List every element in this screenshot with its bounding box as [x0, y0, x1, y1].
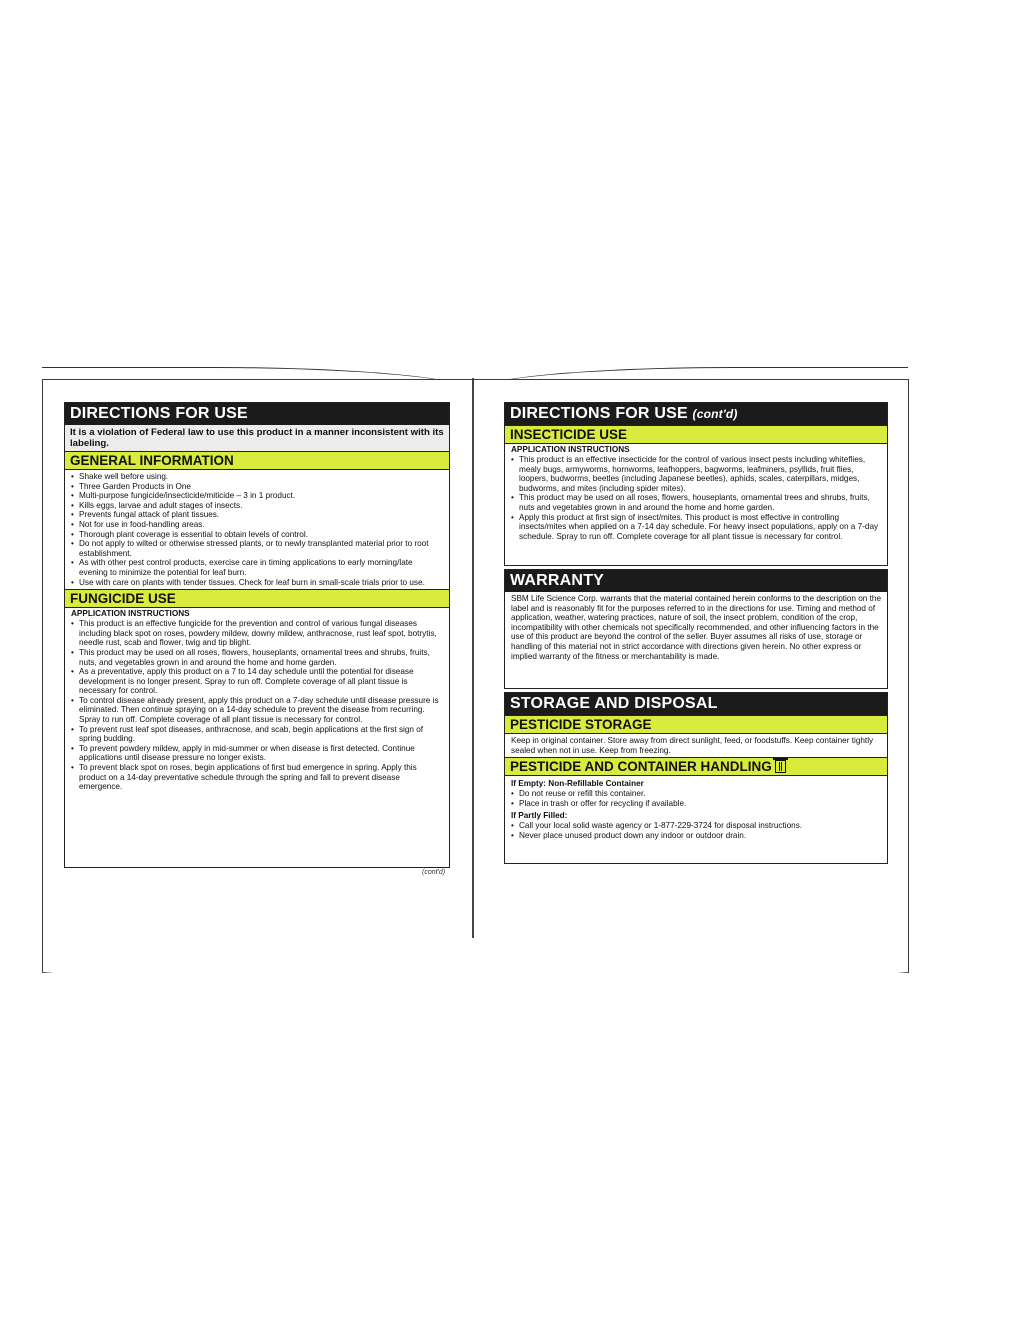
list-item: • To prevent powdery mildew, apply in mid-summer or when disease is first detected. Continue applications until disease pressure no longer exists.: [79, 744, 443, 763]
list-item: • To prevent rust leaf spot diseases, anthracnose, and scab, begin applications at the first sign of spring budding.: [79, 725, 443, 744]
list-item: • Call your local solid waste agency or 1-877-229-3724 for disposal instructions.: [519, 821, 881, 831]
list-item: • This product is an effective insecticide for the control of various insect pests including whiteflies, mealy bugs, armyworms, hornworms, leafhoppers, bagworms, leafminers, psyllids, fruit flies, loopers, budworms, beetles (including Japanese beetles), aphids, scales, caterpillars, midges, budworms, and mites (including spider mites).: [519, 455, 881, 493]
list-item: • This product may be used on all roses, flowers, houseplants, ornamental trees and shrubs, fruits, nuts and vegetables grown in and around the home and home garden.: [519, 493, 881, 512]
insecticide-use-title: INSECTICIDE USE: [505, 425, 887, 444]
continued-note: (cont'd): [422, 869, 446, 876]
insecticide-application-subtitle: APPLICATION INSTRUCTIONS: [511, 445, 630, 454]
list-item: • This product may be used on all roses, flowers, houseplants, ornamental trees and shrubs, fruits, nuts, and vegetables grown in and around the home and home garden.: [79, 648, 443, 667]
directions-title: DIRECTIONS FOR USE: [65, 403, 449, 425]
list-item: • Prevents fungal attack of plant tissues.: [79, 510, 443, 520]
list-item: • Kills eggs, larvae and adult stages of insects.: [79, 501, 443, 511]
list-item: • This product is an effective fungicide for the prevention and control of various fungal diseases including black spot on roses, powdery mildew, downy mildew, anthracnose, rust leaf spot, botrytis, needle rust, scab and flower, twig and tip blight.: [79, 619, 443, 648]
if-partly-filled-list: [505, 821, 887, 842]
contd-label: (cont'd): [692, 407, 738, 421]
list-item: • Shake well before using.: [79, 472, 443, 482]
list-item: • To prevent black spot on roses, begin applications of first bud emergence in spring. Apply this product on a 14-day preventative schedule through the spring and fall to prevent disease emergence.: [79, 763, 443, 792]
list-item: • Multi-purpose fungicide/insecticide/miticide – 3 in 1 product.: [79, 491, 443, 501]
list-item: • Three Garden Products in One: [79, 482, 443, 492]
list-item: • To control disease already present, apply this product on a 7-day schedule until disease pressure is eliminated. Then continue spraying on a 14-day schedule to prevent the disease from recurring. Spray to run off. Complete coverage of all plant tissue is necessary for control.: [79, 696, 443, 725]
if-partly-filled-label: If Partly Filled:: [511, 811, 568, 821]
insecticide-panel: [504, 402, 888, 566]
warranty-panel: [504, 569, 888, 689]
pesticide-storage-title: PESTICIDE STORAGE: [505, 715, 887, 734]
list-item: • Place in trash or offer for recycling if available.: [519, 799, 881, 809]
list-item: • Do not reuse or refill this container.: [519, 789, 881, 799]
container-handling-header: [505, 757, 887, 776]
booklet-spine: [472, 378, 474, 938]
storage-disposal-title: STORAGE AND DISPOSAL: [505, 693, 887, 715]
fungicide-list: [65, 619, 449, 794]
warranty-text: SBM Life Science Corp. warrants that the material contained herein conforms to the description on the label and is reasonably fit for the purposes referred to in the directions for use. Timing and method of application, weather, watering practices, nature of soil, the insect problem, condition of the crop, incompatibility with other chemicals not specifically recommended, and other influencing factors in the use of this product are beyond the control of the seller. Buyer assumes all risks of use, storage or handling of this material not in strict accordance with directions given herein. No other express or implied warranty of the fitness or merchantability is made.: [511, 594, 881, 661]
if-empty-label: If Empty: Non-Refillable Container: [511, 779, 644, 789]
if-empty-list: [505, 789, 887, 810]
storage-disposal-panel: [504, 692, 888, 864]
insecticide-list: [505, 455, 887, 543]
list-item: • Do not apply to wilted or otherwise stressed plants, or to newly transplanted material prior to root establishment.: [79, 539, 443, 558]
list-item: • Never place unused product down any indoor or outdoor drain.: [519, 831, 881, 841]
left-directions-panel: [64, 402, 450, 868]
list-item: • Apply this product at first sign of insect/mites. This product is most effective in controlling insects/mites when applied on a 7-14 day schedule. For heavy insect populations, apply on a 7-day schedule. Spray to run off. Complete coverage for all plant tissue is necessary for control.: [519, 513, 881, 542]
directions-contd-title: [505, 403, 887, 425]
trash-bin-icon: [775, 760, 786, 773]
general-information-list: [65, 470, 449, 589]
container-handling-title: PESTICIDE AND CONTAINER HANDLING: [510, 759, 772, 775]
federal-law-notice: It is a violation of Federal law to use this product in a manner inconsistent with its labeling.: [65, 425, 449, 451]
general-information-title: GENERAL INFORMATION: [65, 451, 449, 470]
list-item: • Thorough plant coverage is essential to obtain levels of control.: [79, 530, 443, 540]
list-item: • As a preventative, apply this product on a 7 to 14 day schedule until the potential for disease development is no longer present. Spray to run off. Complete coverage of all plant tissue is necessary for control.: [79, 667, 443, 696]
pesticide-storage-text: Keep in original container. Store away from direct sunlight, feed, or foodstuffs. Keep container tightly sealed when not in use. Keep from freezing.: [511, 736, 874, 755]
list-item: • Not for use in food-handling areas.: [79, 520, 443, 530]
directions-title: DIRECTIONS FOR USE: [510, 405, 688, 422]
fungicide-application-subtitle: APPLICATION INSTRUCTIONS: [71, 609, 190, 619]
fungicide-use-title: FUNGICIDE USE: [65, 589, 449, 608]
list-item: • Use with care on plants with tender tissues. Check for leaf burn in small-scale trials prior to use.: [79, 578, 443, 588]
list-item: • As with other pest control products, exercise care in timing applications to early morning/late evening to minimize the potential for leaf burn.: [79, 558, 443, 577]
warranty-title: WARRANTY: [505, 570, 887, 592]
